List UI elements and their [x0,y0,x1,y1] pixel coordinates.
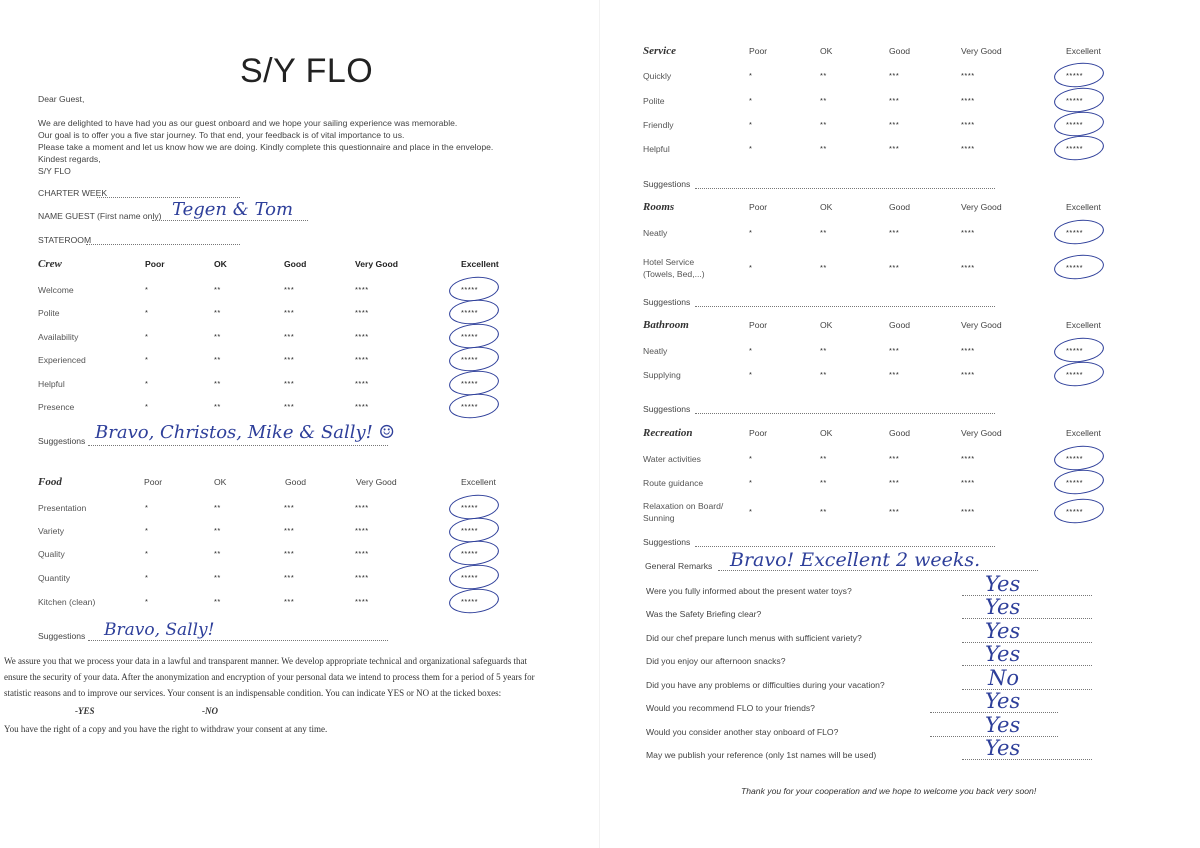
recreation-row-label: Relaxation on Board/ Sunning [643,501,724,523]
rooms-row-label: Hotel Service (Towels, Bed,...) [643,257,705,279]
intro-line-1: We are delighted to have had you as our guest onboard and we hope your sailing experience was memorable. [38,118,458,128]
crew-rating-option[interactable]: * [145,285,149,294]
page-title: S/Y FLO [240,52,374,90]
question-answer-value: Yes [985,642,1021,666]
crew-rating-option[interactable]: **** [355,355,369,364]
crew-row-label: Availability [38,332,79,342]
consent-no-option[interactable]: -NO [202,706,218,716]
question-text: Were you fully informed about the present water toys? [646,586,852,596]
service-rating-option[interactable]: * [749,144,753,153]
food-rating-option[interactable]: *** [284,573,295,582]
recreation-rating-option[interactable]: * [749,478,753,487]
recreation-rating-option[interactable]: **** [961,478,975,487]
crew-row-label: Helpful [38,379,65,389]
food-suggestions-label: Suggestions [38,631,86,641]
bathroom-column-poor: Poor [749,320,768,330]
rooms-rating-option[interactable]: **** [961,263,975,272]
food-rating-option[interactable]: **** [355,573,369,582]
crew-rating-option[interactable]: * [145,379,149,388]
bathroom-rating-option[interactable]: * [749,346,753,355]
crew-column-very-good: Very Good [355,259,398,269]
crew-selected-rating-circle [448,344,500,373]
rooms-rating-option[interactable]: * [749,263,753,272]
recreation-column-excellent: Excellent [1066,428,1101,438]
food-rating-option[interactable]: **** [355,597,369,606]
crew-row-label: Polite [38,308,60,318]
charter-week-field[interactable] [97,188,240,198]
service-column-poor: Poor [749,46,768,56]
recreation-rating-option[interactable]: *** [889,507,900,516]
recreation-rating-option[interactable]: ** [820,507,827,516]
rooms-rating-option[interactable]: *** [889,228,900,237]
food-rating-option[interactable]: **** [355,503,369,512]
crew-rating-option[interactable]: *** [284,285,295,294]
bathroom-selected-rating-circle [1053,335,1105,364]
service-column-very-good: Very Good [961,46,1002,56]
rooms-selected-rating-circle [1053,217,1105,246]
food-rating-option[interactable]: ***** [461,573,479,582]
bathroom-rating-option[interactable]: ** [820,370,827,379]
recreation-column-poor: Poor [749,428,768,438]
food-rating-option[interactable]: ** [214,573,221,582]
food-column-good: Good [285,477,307,487]
rooms-column-excellent: Excellent [1066,202,1101,212]
service-rating-option[interactable]: **** [961,120,975,129]
service-selected-rating-circle [1053,109,1105,138]
food-rating-option[interactable]: * [145,526,149,535]
food-row-label: Presentation [38,503,87,513]
service-selected-rating-circle [1053,60,1105,89]
question-answer-value: Yes [985,713,1021,737]
question-answer-value: Yes [985,572,1021,596]
bathroom-suggestions-field[interactable] [695,404,995,414]
crew-row-label: Presence [38,402,75,412]
stateroom-field[interactable] [86,235,240,245]
food-rating-option[interactable]: *** [284,526,295,535]
recreation-rating-option[interactable]: * [749,454,753,463]
food-rating-option[interactable]: **** [355,549,369,558]
service-rating-option[interactable]: ***** [1066,71,1084,80]
crew-rating-option[interactable]: *** [284,355,295,364]
recreation-selected-rating-circle [1053,467,1105,496]
question-answer-field[interactable] [962,609,1092,619]
crew-rating-option[interactable]: *** [284,379,295,388]
question-answer-value: Yes [985,595,1021,619]
bathroom-row-label: Neatly [643,346,668,356]
food-column-very-good: Very Good [356,477,397,487]
question-answer-value: Yes [985,689,1021,713]
crew-rating-option[interactable]: ***** [461,285,479,294]
legal-line-3: statistic reasons and to improve our services. Your consent is an indispensable condition. You can indicate YES or NO at the ticked boxes: [4,688,502,698]
greeting: Dear Guest, [38,94,85,104]
guest-name-label: NAME GUEST (First name only) [38,211,162,221]
service-rating-option[interactable]: ** [820,71,827,80]
rooms-rating-option[interactable]: **** [961,228,975,237]
recreation-rating-option[interactable]: ***** [1066,454,1084,463]
service-rating-option[interactable]: ***** [1066,120,1084,129]
food-selected-rating-circle [448,538,500,567]
bathroom-rating-option[interactable]: *** [889,346,900,355]
service-row-label: Quickly [643,71,672,81]
bathroom-suggestions-label: Suggestions [643,404,691,414]
crew-rating-option[interactable]: **** [355,402,369,411]
question-answer-field[interactable] [962,633,1092,643]
rooms-suggestions-field[interactable] [695,297,995,307]
food-selected-rating-circle [448,586,500,615]
food-title: Food [38,476,62,488]
food-selected-rating-circle [448,562,500,591]
crew-selected-rating-circle [448,391,500,420]
rooms-rating-option[interactable]: ** [820,263,827,272]
food-rating-option[interactable]: ** [214,597,221,606]
food-row-label: Kitchen (clean) [38,597,96,607]
food-suggestions-field[interactable] [88,631,388,641]
crew-rating-option[interactable]: ***** [461,355,479,364]
food-rating-option[interactable]: ***** [461,503,479,512]
question-answer-value: Yes [985,736,1021,760]
crew-rating-option[interactable]: **** [355,379,369,388]
food-column-excellent: Excellent [461,477,496,487]
rooms-column-good: Good [889,202,911,212]
bathroom-rating-option[interactable]: *** [889,370,900,379]
service-rating-option[interactable]: *** [889,120,900,129]
service-rating-option[interactable]: ** [820,144,827,153]
intro-line-3: Please take a moment and let us know how we are doing. Kindly complete this questionnaire and place in the envelope. [38,142,494,152]
food-column-ok: OK [214,477,227,487]
general-remarks-label: General Remarks [645,561,713,571]
rooms-column-ok: OK [820,202,833,212]
rooms-selected-rating-circle [1053,252,1105,281]
crew-suggestions-field[interactable] [88,436,388,446]
bathroom-rating-option[interactable]: ***** [1066,370,1084,379]
recreation-rating-option[interactable]: *** [889,454,900,463]
crew-row-label: Welcome [38,285,74,295]
service-suggestions-label: Suggestions [643,179,691,189]
crew-column-good: Good [284,259,307,269]
rights-note: You have the right of a copy and you have the right to withdraw your consent at any time. [4,724,328,734]
crew-rating-option[interactable]: ** [214,379,221,388]
service-rating-option[interactable]: ***** [1066,96,1084,105]
service-selected-rating-circle [1053,85,1105,114]
question-text: Was the Safety Briefing clear? [646,609,762,619]
food-row-label: Quality [38,549,65,559]
crew-column-poor: Poor [145,259,165,269]
food-rating-option[interactable]: ** [214,503,221,512]
service-rating-option[interactable]: *** [889,144,900,153]
recreation-rating-option[interactable]: **** [961,507,975,516]
question-text: Did our chef prepare lunch menus with sufficient variety? [646,633,862,643]
consent-yes-option[interactable]: -YES [75,706,95,716]
crew-rating-option[interactable]: ** [214,332,221,341]
rooms-column-poor: Poor [749,202,768,212]
crew-rating-option[interactable]: *** [284,402,295,411]
service-title: Service [643,45,676,57]
food-rating-option[interactable]: ***** [461,597,479,606]
recreation-suggestions-field[interactable] [695,537,995,547]
food-rating-option[interactable]: * [145,573,149,582]
bathroom-rating-option[interactable]: ***** [1066,346,1084,355]
stateroom-label: STATEROOM [38,235,92,245]
recreation-column-very-good: Very Good [961,428,1002,438]
crew-selected-rating-circle [448,297,500,326]
rooms-row-label: Neatly [643,228,668,238]
crew-suggestions-value: Bravo, Christos, Mike & Sally! ☺ [95,422,395,443]
service-rating-option[interactable]: * [749,71,753,80]
intro-line-5: S/Y FLO [38,166,71,176]
bathroom-title: Bathroom [643,319,689,331]
recreation-rating-option[interactable]: *** [889,478,900,487]
crew-rating-option[interactable]: ** [214,355,221,364]
crew-rating-option[interactable]: * [145,402,149,411]
question-text: Did you have any problems or difficulties during your vacation? [646,680,885,690]
crew-rating-option[interactable]: ***** [461,402,479,411]
question-answer-field[interactable] [962,586,1092,596]
recreation-column-ok: OK [820,428,833,438]
service-selected-rating-circle [1053,133,1105,162]
crew-rating-option[interactable]: * [145,308,149,317]
recreation-rating-option[interactable]: ***** [1066,478,1084,487]
food-rating-option[interactable]: *** [284,597,295,606]
question-text: Did you enjoy our afternoon snacks? [646,656,786,666]
recreation-rating-option[interactable]: **** [961,454,975,463]
food-rating-option[interactable]: ** [214,526,221,535]
recreation-column-good: Good [889,428,911,438]
food-row-label: Variety [38,526,65,536]
recreation-row-label: Water activities [643,454,701,464]
food-row-label: Quantity [38,573,71,583]
food-rating-option[interactable]: ***** [461,549,479,558]
recreation-rating-option[interactable]: * [749,507,753,516]
crew-rating-option[interactable]: ** [214,285,221,294]
question-answer-value: No [988,666,1020,690]
rooms-rating-option[interactable]: ***** [1066,263,1084,272]
crew-suggestions-label: Suggestions [38,436,86,446]
question-answer-field[interactable] [962,656,1092,666]
service-rating-option[interactable]: ** [820,120,827,129]
service-row-label: Friendly [643,120,674,130]
bathroom-column-excellent: Excellent [1066,320,1101,330]
rooms-rating-option[interactable]: *** [889,263,900,272]
bathroom-column-good: Good [889,320,911,330]
crew-rating-option[interactable]: *** [284,332,295,341]
right-page [600,0,1200,848]
bathroom-rating-option[interactable]: ** [820,346,827,355]
service-rating-option[interactable]: ** [820,96,827,105]
crew-column-ok: OK [214,259,227,269]
crew-row-label: Experienced [38,355,86,365]
food-suggestions-value: Bravo, Sally! [104,620,215,640]
crew-column-excellent: Excellent [461,259,499,269]
crew-rating-option[interactable]: **** [355,308,369,317]
food-rating-option[interactable]: *** [284,549,295,558]
crew-rating-option[interactable]: *** [284,308,295,317]
service-rating-option[interactable]: *** [889,71,900,80]
recreation-selected-rating-circle [1053,496,1105,525]
service-rating-option[interactable]: * [749,96,753,105]
recreation-title: Recreation [643,427,693,439]
recreation-rating-option[interactable]: ** [820,454,827,463]
crew-rating-option[interactable]: * [145,332,149,341]
crew-rating-option[interactable]: ** [214,402,221,411]
bathroom-rating-option[interactable]: * [749,370,753,379]
service-rating-option[interactable]: **** [961,71,975,80]
recreation-selected-rating-circle [1053,443,1105,472]
rooms-rating-option[interactable]: ***** [1066,228,1084,237]
legal-line-2: ensure the security of your data. After the anonymization and encryption of your personal data we intend to process them for a period of 5 years for [4,672,535,682]
question-text: Would you recommend FLO to your friends? [646,703,815,713]
legal-line-1: We assure you that we process your data in a lawful and transparent manner. We develop appropriate technical and organizational safeguards that [4,656,528,666]
food-rating-option[interactable]: ***** [461,526,479,535]
service-rating-option[interactable]: **** [961,144,975,153]
rooms-rating-option[interactable]: * [749,228,753,237]
bathroom-column-very-good: Very Good [961,320,1002,330]
bathroom-column-ok: OK [820,320,833,330]
bathroom-selected-rating-circle [1053,359,1105,388]
service-rating-option[interactable]: * [749,120,753,129]
food-rating-option[interactable]: *** [284,503,295,512]
thank-you-note: Thank you for your cooperation and we hope to welcome you back very soon! [741,786,1037,796]
crew-rating-option[interactable]: * [145,355,149,364]
food-column-poor: Poor [144,477,163,487]
service-suggestions-field[interactable] [695,179,995,189]
service-rating-option[interactable]: **** [961,96,975,105]
recreation-rating-option[interactable]: ** [820,478,827,487]
rooms-column-very-good: Very Good [961,202,1002,212]
question-text: Would you consider another stay onboard of FLO? [646,727,839,737]
crew-rating-option[interactable]: ***** [461,379,479,388]
crew-rating-option[interactable]: ***** [461,308,479,317]
bathroom-rating-option[interactable]: **** [961,346,975,355]
general-remarks-value: Bravo! Excellent 2 weeks. [730,549,981,571]
crew-rating-option[interactable]: ***** [461,332,479,341]
service-column-ok: OK [820,46,833,56]
food-rating-option[interactable]: * [145,597,149,606]
service-row-label: Polite [643,96,665,106]
question-text: May we publish your reference (only 1st names will be used) [646,750,877,760]
service-column-excellent: Excellent [1066,46,1101,56]
intro-line-4: Kindest regards, [38,154,101,164]
food-rating-option[interactable]: ** [214,549,221,558]
crew-rating-option[interactable]: **** [355,332,369,341]
service-row-label: Helpful [643,144,670,154]
rooms-rating-option[interactable]: ** [820,228,827,237]
food-rating-option[interactable]: * [145,549,149,558]
rooms-suggestions-label: Suggestions [643,297,691,307]
recreation-suggestions-label: Suggestions [643,537,691,547]
crew-rating-option[interactable]: ** [214,308,221,317]
crew-title: Crew [38,258,62,270]
service-rating-option[interactable]: *** [889,96,900,105]
food-rating-option[interactable]: * [145,503,149,512]
service-column-good: Good [889,46,911,56]
intro-line-2: Our goal is to offer you a five star journey. To that end, your feedback is of vital importance to us. [38,130,405,140]
guest-name-value: Tegen & Tom [172,199,294,220]
bathroom-rating-option[interactable]: **** [961,370,975,379]
question-answer-field[interactable] [962,680,1092,690]
rooms-title: Rooms [643,201,675,213]
recreation-row-label: Route guidance [643,478,704,488]
recreation-rating-option[interactable]: ***** [1066,507,1084,516]
bathroom-row-label: Supplying [643,370,681,380]
question-answer-field[interactable] [962,750,1092,760]
charter-week-label: CHARTER WEEK [38,188,108,198]
question-answer-value: Yes [985,619,1021,643]
crew-rating-option[interactable]: **** [355,285,369,294]
food-rating-option[interactable]: **** [355,526,369,535]
service-rating-option[interactable]: ***** [1066,144,1084,153]
